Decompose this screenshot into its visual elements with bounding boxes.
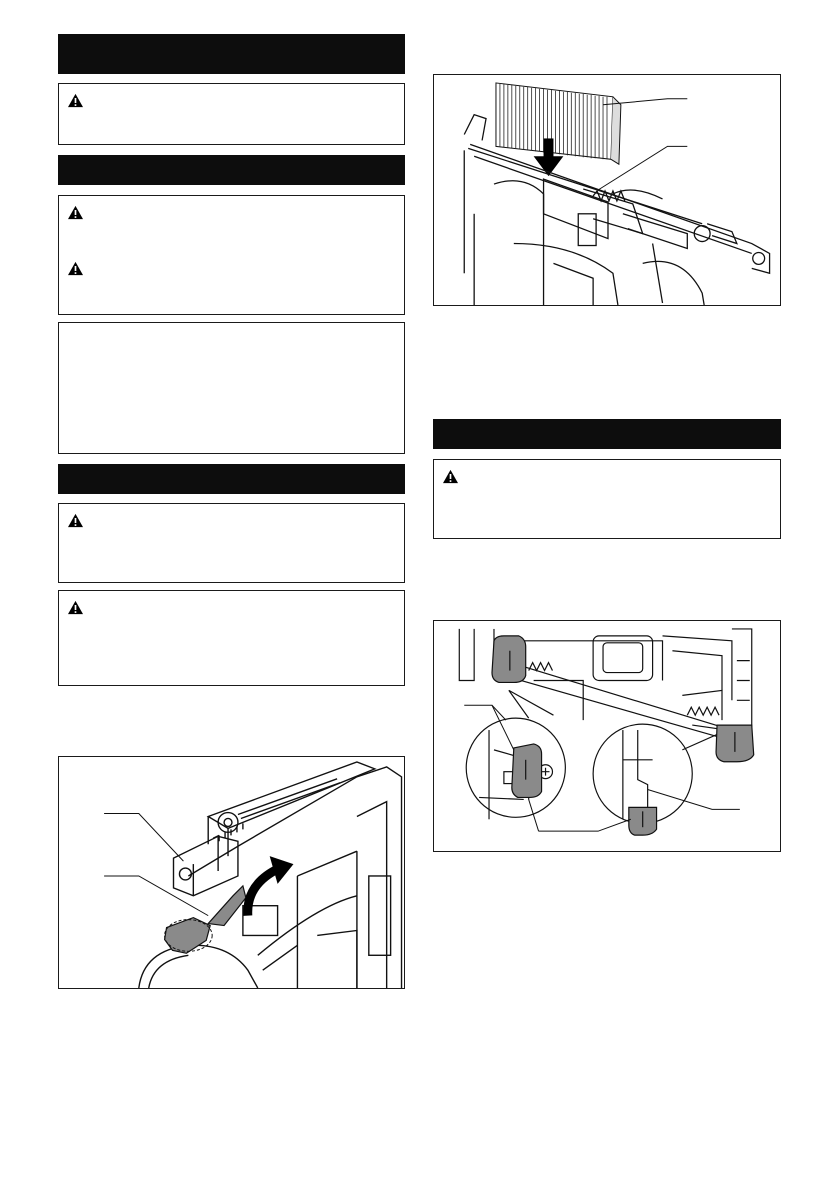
warning-box-1 xyxy=(58,83,405,145)
warning-triangle-icon xyxy=(442,469,459,484)
figure-rubber-caps xyxy=(433,620,781,852)
warning-triangle-icon xyxy=(67,600,84,615)
section-header-bar-1 xyxy=(58,34,405,74)
magazine-latch-illustration xyxy=(59,757,404,988)
figure-nail-strip-loading xyxy=(433,74,781,306)
warning-box-2 xyxy=(58,195,405,315)
section-header-bar-right xyxy=(433,419,781,449)
warning-box-3 xyxy=(58,503,405,583)
section-header-bar-2 xyxy=(58,155,405,185)
section-header-bar-3 xyxy=(58,464,405,494)
warning-box-right xyxy=(433,459,781,539)
figure-magazine-latch xyxy=(58,756,405,989)
page-footer-strip xyxy=(0,1186,840,1192)
warning-triangle-icon xyxy=(67,205,84,220)
warning-triangle-icon xyxy=(67,513,84,528)
warning-triangle-icon xyxy=(67,261,84,276)
warning-triangle-icon xyxy=(67,93,84,108)
warning-box-4 xyxy=(58,590,405,686)
note-box xyxy=(58,322,405,454)
rubber-caps-illustration xyxy=(434,621,780,851)
nail-strip-loading-illustration xyxy=(434,75,780,305)
